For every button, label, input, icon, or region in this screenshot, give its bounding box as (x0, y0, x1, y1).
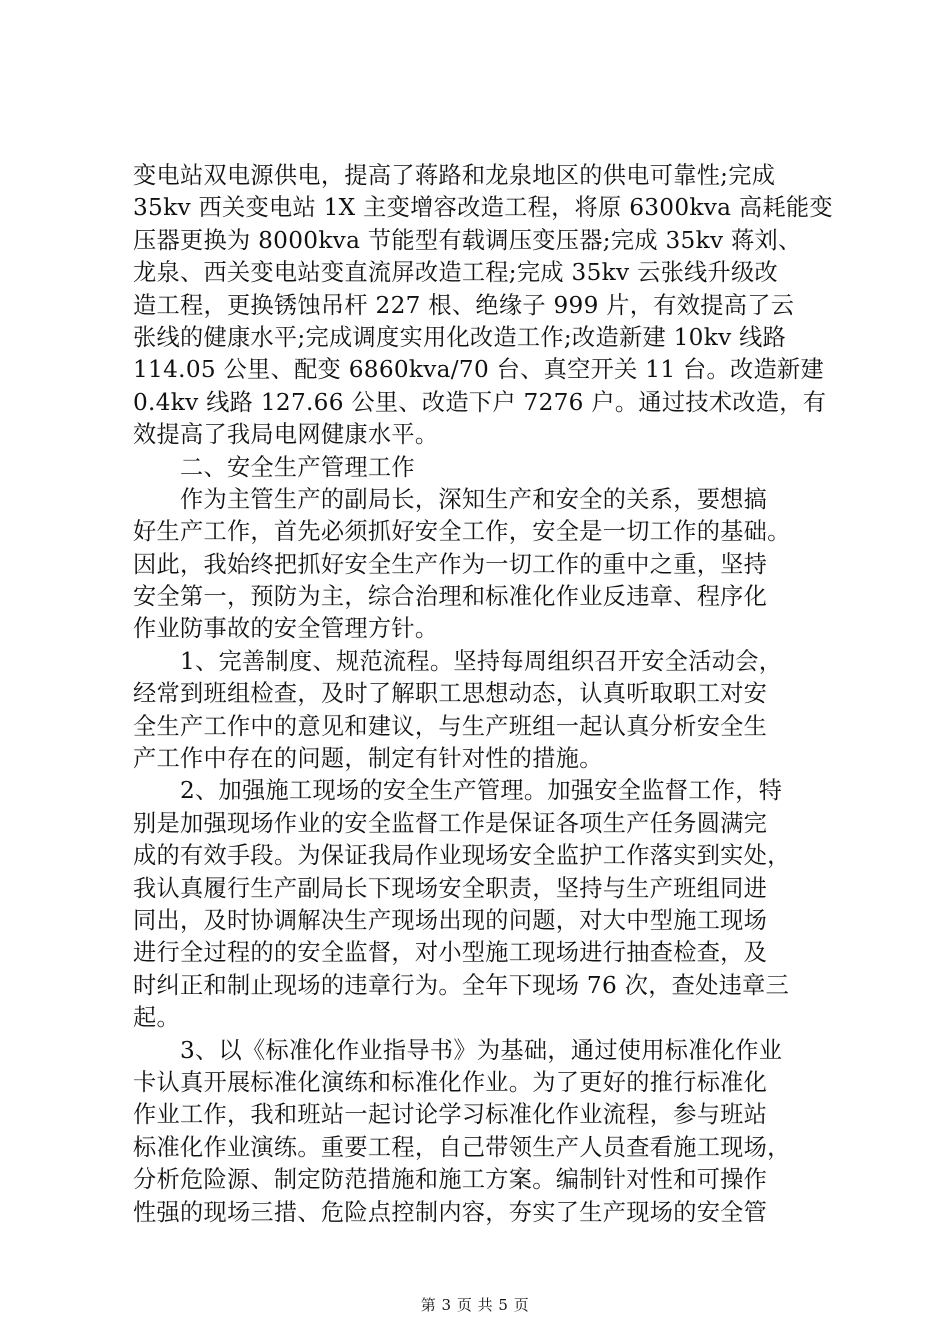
body-line: 2、加强施工现场的安全生产管理。加强安全监督工作，特 (133, 777, 783, 805)
page-number-footer: 第 3 页 共 5 页 (420, 1296, 530, 1314)
body-line: 同出，及时协调解决生产现场出现的问题，对大中型施工现场 (133, 906, 768, 934)
body-line: 0.4kv 线路 127.66 公里、改造下户 7276 户。通过技术改造，有 (133, 388, 827, 416)
body-line: 114.05 公里、配变 6860kva/70 台、真空开关 11 台。改造新建 (133, 356, 824, 384)
body-line: 35kv 西关变电站 1X 主变增容改造工程，将原 6300kva 高耗能变 (133, 194, 833, 222)
body-line: 1、完善制度、规范流程。坚持每周组织召开安全活动会， (133, 647, 783, 675)
body-line: 我认真履行生产副局长下现场安全职责，坚持与生产班组同进 (133, 874, 768, 902)
body-line: 3、以《标准化作业指导书》为基础，通过使用标准化作业 (133, 1036, 783, 1064)
body-line: 好生产工作，首先必须抓好安全工作，安全是一切工作的基础。 (133, 518, 791, 546)
body-line: 别是加强现场作业的安全监督工作是保证各项生产任务圆满完 (133, 809, 768, 837)
body-line: 标准化作业演练。重要工程，自己带领生产人员查看施工现场， (133, 1133, 791, 1161)
body-line: 经常到班组检查，及时了解职工思想动态，认真听取职工对安 (133, 680, 768, 708)
body-line: 安全第一，预防为主，综合治理和标准化作业反违章、程序化 (133, 583, 768, 611)
body-line: 造工程，更换锈蚀吊杆 227 根、绝缘子 999 片，有效提高了云 (133, 291, 795, 319)
body-line: 效提高了我局电网健康水平。 (133, 421, 439, 449)
body-line: 张线的健康水平;完成调度实用化改造工作;改造新建 10kv 线路 (133, 323, 787, 351)
body-line: 变电站双电源供电，提高了蒋路和龙泉地区的供电可靠性;完成 (133, 162, 776, 189)
body-line: 性强的现场三措、危险点控制内容，夯实了生产现场的安全管 (133, 1198, 768, 1226)
body-line: 分析危险源、制定防范措施和施工方案。编制针对性和可操作 (133, 1166, 768, 1194)
body-line: 全生产工作中的意见和建议，与生产班组一起认真分析安全生 (133, 712, 768, 740)
section-heading: 二、安全生产管理工作 (133, 453, 415, 481)
body-line: 成的有效手段。为保证我局作业现场安全监护工作落实到实处， (133, 842, 791, 870)
body-line: 卡认真开展标准化演练和标准化作业。为了更好的推行标准化 (133, 1068, 768, 1096)
document-body (133, 160, 833, 1229)
body-line: 作业防事故的安全管理方针。 (133, 615, 439, 643)
body-line: 龙泉、西关变电站变直流屏改造工程;完成 35kv 云张线升级改 (133, 259, 779, 287)
body-line: 因此，我始终把抓好安全生产作为一切工作的重中之重，坚持 (133, 550, 768, 578)
body-line: 作为主管生产的副局长，深知生产和安全的关系，要想搞 (133, 485, 768, 513)
body-line: 作业工作，我和班站一起讨论学习标准化作业流程，参与班站 (133, 1101, 768, 1129)
body-line: 起。 (133, 1004, 180, 1032)
body-line: 压器更换为 8000kva 节能型有载调压变压器;完成 35kv 蒋刘、 (133, 226, 802, 254)
body-line: 产工作中存在的问题，制定有针对性的措施。 (133, 745, 603, 773)
body-line: 进行全过程的的安全监督，对小型施工现场进行抽查检查，及 (133, 939, 768, 967)
body-line: 时纠正和制止现场的违章行为。全年下现场 76 次，查处违章三 (133, 971, 790, 999)
